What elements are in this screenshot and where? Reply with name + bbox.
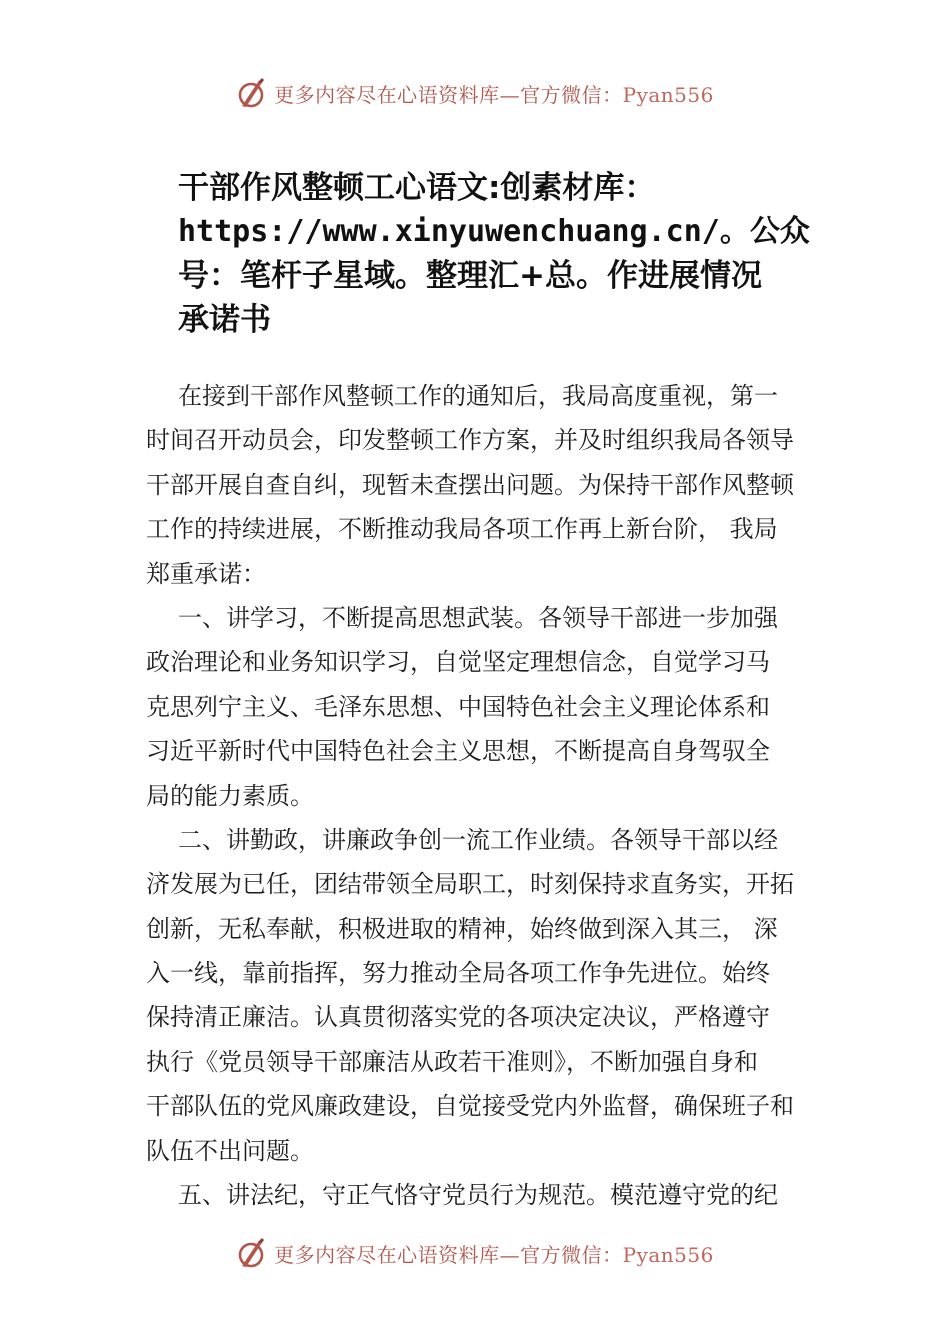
body-line: 政治理论和业务知识学习，自觉坚定理想信念，自觉学习马 xyxy=(146,648,770,677)
body-line: 干部开展自查自纠，现暂未查摆出问题。为保持干部作风整顿 xyxy=(146,470,794,499)
body-line: 一、讲学习，不断提高思想武装。各领导干部进一步加强 xyxy=(178,603,778,632)
body-line: 干部队伍的党风廉政建设，自觉接受党内外监督，确保班子和 xyxy=(146,1092,794,1121)
body-line: 保持清正廉洁。认真贯彻落实党的各项决定决议，严格遵守 xyxy=(146,1003,770,1032)
footer-banner-text: 更多内容尽在心语资料库—官方微信：Pyan556 xyxy=(274,1242,714,1267)
body-line: 创新，无私奉献，积极进取的精神，始终做到深入其三， 深 xyxy=(146,914,778,943)
body-line: 工作的持续进展，不断推动我局各项工作再上新台阶， 我局 xyxy=(146,515,778,544)
title-line: 干部作风整顿工心语文:创素材库： xyxy=(178,170,656,206)
document-title xyxy=(178,166,838,342)
document-body xyxy=(146,374,826,1217)
body-line: 局的能力素质。 xyxy=(146,781,314,810)
body-line: 执行《党员领导干部廉洁从政若干准则》，不断加强自身和 xyxy=(146,1047,758,1076)
body-line: 济发展为已任，团结带领全局职工，时刻保持求直务实，开拓 xyxy=(146,870,794,899)
pen-logo-icon xyxy=(236,1236,266,1270)
footer-watermark-banner xyxy=(0,1233,950,1273)
header-wechat-id: Pyan556 xyxy=(622,82,714,107)
title-line: 号：笔杆子星域。整理汇+总。作进展情况 xyxy=(178,258,762,294)
body-line: 习近平新时代中国特色社会主义思想，不断提高自身驾驭全 xyxy=(146,737,770,766)
body-line: 克思列宁主义、毛泽东思想、中国特色社会主义理论体系和 xyxy=(146,692,770,721)
title-line: 承诺书 xyxy=(178,302,271,338)
header-banner-text: 更多内容尽在心语资料库—官方微信：Pyan556 xyxy=(274,82,714,107)
header-watermark-banner xyxy=(0,73,950,113)
body-line: 入一线，靠前指挥，努力推动全局各项工作争先进位。始终 xyxy=(146,959,770,988)
body-line: 在接到干部作风整顿工作的通知后，我局高度重视，第一 xyxy=(178,382,778,410)
title-line: https://www.xinyuwenchuang.cn/。公众 xyxy=(178,214,810,249)
footer-wechat-id: Pyan556 xyxy=(622,1242,714,1267)
body-line: 二、讲勤政，讲廉政争创一流工作业绩。各领导干部以经 xyxy=(178,825,778,854)
body-line: 五、讲法纪，守正气恪守党员行为规范。模范遵守党的纪 xyxy=(178,1181,778,1210)
body-line: 队伍不出问题。 xyxy=(146,1136,314,1165)
body-line: 郑重承诺： xyxy=(146,559,266,588)
body-line: 时间召开动员会，印发整顿工作方案，并及时组织我局各领导 xyxy=(146,426,794,455)
pen-logo-icon xyxy=(236,76,266,110)
